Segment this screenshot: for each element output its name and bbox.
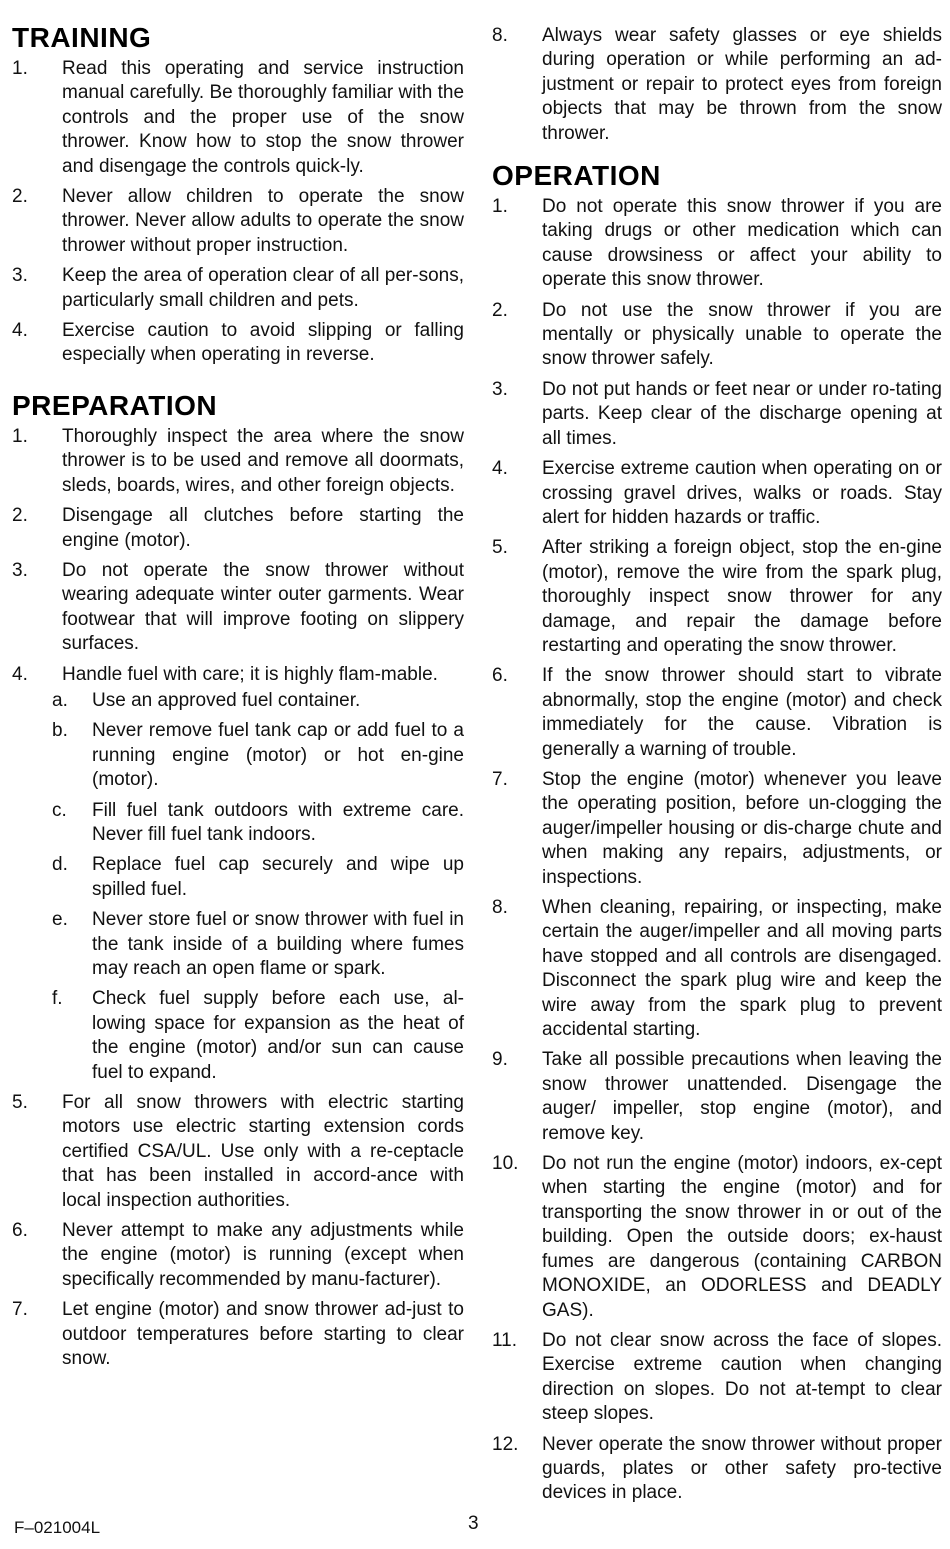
list-item	[492, 768, 942, 890]
item-number: 8.	[492, 897, 508, 918]
item-text: After striking a foreign object, stop the en-gine (motor), remove the wire from the spark plug, thoroughly inspect snow thrower for any damage, and repair the damage before restarting and operating the snow thrower.	[542, 537, 942, 656]
item-text: Do not operate this snow thrower if you are taking drugs or other medication which can cause drowsiness or affect your ability to operate this snow thrower.	[542, 196, 942, 291]
list-item	[12, 559, 464, 657]
item-text: For all snow throwers with electric starting motors use electric starting extension cords certified CSA/UL. Use only with a re-ceptacle that has been installed in accord-ance with local inspection authorities.	[62, 1092, 464, 1211]
item-text: Do not run the engine (motor) indoors, ex-cept when starting the engine (motor) and for transporting the snow thrower in or out of the building. Open the outside doors; ex-haust fumes are dangerous (containing CARBON MONOXIDE, an ODORLESS and DEADLY GAS).	[542, 1153, 942, 1321]
item-text: Do not put hands or feet near or under ro-tating parts. Keep clear of the discharge opening at all times.	[542, 378, 942, 449]
item-text: If the snow thrower should start to vibrate abnormally, stop the engine (motor) and check immediately for the cause. Vibration is generally a warning of trouble.	[542, 665, 942, 760]
list-item	[492, 1329, 942, 1427]
sub-text: Never remove fuel tank cap or add fuel to a running engine (motor) or hot en-gine (motor).	[92, 720, 464, 791]
list-item	[12, 1091, 464, 1213]
item-number: 10.	[492, 1153, 519, 1175]
sublist-item	[52, 799, 464, 848]
list-item	[492, 664, 942, 762]
operation-list	[492, 195, 942, 1506]
item-number: 2.	[12, 186, 28, 208]
list-item	[492, 378, 942, 451]
item-text: Exercise caution to avoid slipping or falling especially when operating in reverse.	[62, 320, 464, 366]
list-item	[12, 425, 464, 498]
preparation-heading: PREPARATION	[12, 389, 218, 421]
item-text: Read this operating and service instruction manual carefully. Be thoroughly familiar with the controls and the proper use of the snow thrower. Know how to stop the snow thrower and disengage the controls quick-ly.	[62, 58, 465, 177]
training-list	[12, 57, 464, 368]
sub-letter: e.	[52, 909, 68, 931]
item-text: Never operate the snow thrower without proper guards, plates or other safety pro-tective devices in place.	[542, 1433, 942, 1504]
item-text: Let engine (motor) and snow thrower ad-just to outdoor temperatures before starting to clear snow.	[62, 1299, 464, 1370]
item-text: Handle fuel with care; it is highly flam-mable.	[62, 663, 438, 685]
list-item	[12, 319, 464, 368]
item-text: Exercise extreme caution when operating on or crossing gravel drives, walks or roads. Stay alert for hidden hazards or traffic.	[542, 458, 942, 528]
item-text: Never attempt to make any adjustments while the engine (motor) is running (except when specifically recommended by manu-facturer).	[62, 1220, 464, 1290]
sub-text: Check fuel supply before each use, al-lowing space for expansion as the heat of the engine (motor) and/or sun can cause fuel to expand.	[92, 988, 464, 1083]
list-item	[492, 896, 942, 1042]
item-text: Always wear safety glasses or eye shields during operation or while performing an ad-justment or repair to protect eyes from foreign objects that may be thrown from the snow thrower.	[542, 25, 942, 144]
document-code: F–021004L	[14, 1518, 101, 1537]
list-item	[12, 504, 464, 553]
sub-letter: d.	[52, 854, 68, 876]
sub-text: Never store fuel or snow thrower with fuel in the tank inside of a building where fumes may reach an open flame or spark.	[92, 909, 464, 979]
item-number: 5.	[12, 1092, 28, 1114]
item-text: Stop the engine (motor) whenever you leave the operating position, before un-clogging the auger/impeller housing or dis-charge chute and when making any repairs, adjustments, or inspections.	[542, 768, 942, 888]
sub-letter: b.	[52, 720, 68, 742]
item-text: Thoroughly inspect the area where the snow thrower is to be used and remove all doormats, sleds, boards, wires, and other foreign objects.	[62, 425, 464, 496]
list-item	[492, 536, 942, 658]
item-number: 4.	[12, 663, 28, 685]
item-number: 5.	[492, 537, 508, 559]
list-item	[12, 57, 464, 179]
item-number: 11.	[492, 1329, 518, 1351]
item-number: 1.	[12, 425, 28, 447]
list-item	[12, 1298, 464, 1371]
list-item	[12, 264, 464, 313]
training-heading: TRAINING	[12, 22, 152, 53]
item-text: Keep the area of operation clear of all per-sons, particularly small children and pets.	[62, 265, 464, 311]
left-column	[12, 22, 464, 1378]
list-item	[492, 195, 942, 293]
item-text: Do not operate the snow thrower without wearing adequate winter outer garments. Wear footwear that will improve footing on slippery surfaces.	[62, 559, 464, 655]
item-number: 2.	[12, 505, 28, 527]
preparation-section	[12, 390, 464, 1372]
sub-letter: a.	[52, 689, 68, 711]
item-number: 9.	[492, 1049, 508, 1071]
item-number: 12.	[492, 1433, 519, 1455]
training-continued-list	[492, 24, 942, 146]
list-item	[12, 663, 464, 1086]
item-number: 3.	[12, 265, 28, 287]
item-number: 6.	[12, 1220, 28, 1242]
preparation-list	[12, 425, 464, 1372]
list-item	[492, 1152, 942, 1323]
sublist-item	[52, 987, 464, 1085]
item-text: Do not clear snow across the face of slopes. Exercise extreme caution when changing direction on slopes. Do not at-tempt to clear steep slopes.	[542, 1329, 942, 1425]
item-text: Take all possible precautions when leaving the snow thrower unattended. Disengage the auger/ impeller, stop engine (motor), and remove key.	[542, 1049, 942, 1144]
sublist-item	[52, 908, 464, 981]
item-number: 8.	[492, 25, 508, 46]
right-column	[492, 24, 942, 1512]
training-section	[12, 22, 464, 368]
sublist-item	[52, 853, 464, 902]
list-item	[12, 1219, 464, 1292]
list-item	[492, 1048, 942, 1146]
item-number: 7.	[12, 1299, 28, 1321]
sub-letter: f.	[52, 988, 63, 1010]
sub-text: Fill fuel tank outdoors with extreme care. Never fill fuel tank indoors.	[92, 799, 464, 845]
item-text: Disengage all clutches before starting the engine (motor).	[62, 505, 464, 551]
item-number: 4.	[12, 320, 28, 342]
item-text: When cleaning, repairing, or inspecting, make certain the auger/impeller and all moving parts have stopped and all controls are disengaged. Disconnect the spark plug wire and keep the wire away from the spark plug to prevent accidental starting.	[542, 897, 942, 1041]
sublist-item	[52, 719, 464, 792]
list-item	[492, 1433, 942, 1506]
item-number: 1.	[492, 196, 508, 218]
list-item	[492, 457, 942, 530]
operation-heading: OPERATION	[492, 160, 661, 192]
list-item	[492, 299, 942, 372]
item-text: Never allow children to operate the snow thrower. Never allow adults to operate the snow thrower without proper instruction.	[62, 186, 464, 256]
sub-text: Use an approved fuel container.	[92, 689, 361, 711]
item-number: 3.	[492, 378, 508, 400]
item-number: 4.	[492, 458, 508, 480]
item-text: Do not use the snow thrower if you are mentally or physically unable to operate the snow thrower safely.	[542, 299, 942, 370]
sub-letter: c.	[52, 799, 67, 821]
list-item	[492, 24, 942, 146]
sub-text: Replace fuel cap securely and wipe up spilled fuel.	[92, 854, 464, 900]
operation-section	[492, 160, 942, 1506]
item-number: 6.	[492, 665, 508, 687]
sublist-item	[52, 689, 464, 713]
item-number: 3.	[12, 559, 28, 581]
item-number: 7.	[492, 768, 508, 790]
page-number: 3	[468, 1513, 479, 1534]
list-item	[12, 185, 464, 258]
item-number: 2.	[492, 299, 508, 321]
fuel-sublist	[52, 689, 464, 1085]
item-number: 1.	[12, 58, 28, 79]
